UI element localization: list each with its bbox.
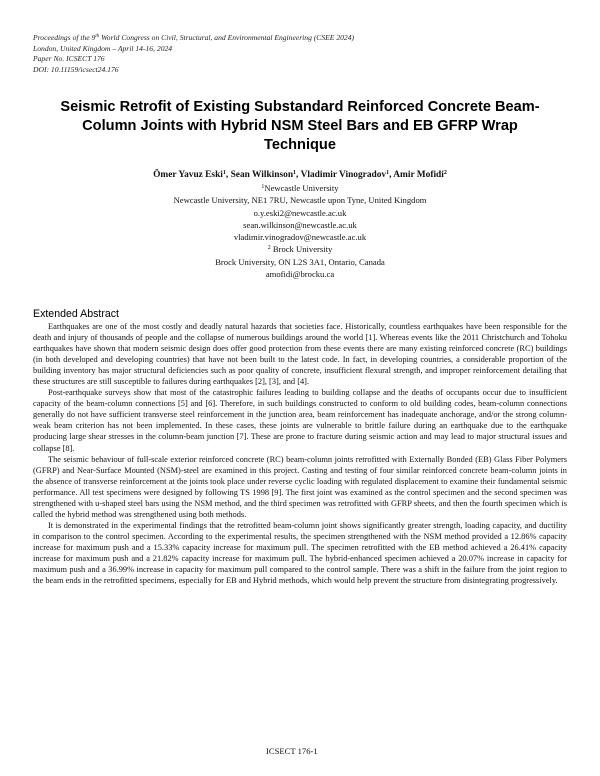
affiliations [30,182,570,280]
author: Sean Wilkinson$^1$, [230,170,301,180]
conference-location-date: London, United Kingdom – April 14-16, 2024 [33,43,173,53]
paragraph: The seismic behaviour of full-scale exterior reinforced concrete (RC) beam-column joints retrofitted with Externally Bonded (EB) Glass Fiber Polymers (GFRP) and Near-Surface Mounted (NSM)-steel are examined in this project. Casting and testing of four similar reinforced concrete beam-column joints in the absence of transverse reinforcement at the joints took place under reverse cyclic loading with regulated displacement to examine their fundamental seismic performance. All test specimens were designed by following TS 1998 [9]. The first joint was examined as the control specimen and the second specimen was strengthened with u-shaped steel bars using the NSM method, and the third specimen was retrofitted with GFRP sheets, and then the fourth specimen which is called the hybrid method was strengthened using both methods. [33,454,567,519]
author-list [30,169,570,181]
author-email[interactable]: o.y.eski2@newcastle.ac.uk [253,207,347,218]
paper-title: Seismic Retrofit of Existing Substandard Reinforced Concrete Beam- Column Joints with Hybrid NSM Steel Bars and EB GFRP Wrap Technique [60,99,540,153]
section-heading: Extended Abstract [33,308,119,320]
paragraph: It is demonstrated in the experimental findings that the retrofitted beam-column joint shows significantly greater strength, loading capacity, and ductility in comparison to the control specimen. According to the experimental results, the specimen strengthened with the NSM method provided a 12.86% capacity increase for maximum push and a 15.33% capacity increase for maximum pull. The specimen retrofitted with the EB method achieved a 26.41% capacity increase for maximum push and a 21.82% capacity increase for maximum pull. The hybrid-enhanced specimen achieved a 20.07% increase in capacity for maximum push and a 36.99% increase in capacity for maximum pull compared to the control sample. There was a shift in the failure from the joint region to the beam ends in the retrofitted specimens, especially for EB and Hybrid methods, which would help prevent the structure from disintegrating progressively. [33,520,567,586]
affiliation-2-address: Brock University, ON L2S 3A1, Ontario, Canada [215,256,385,267]
affiliation-1-name: $^1$Newcastle University [261,183,339,193]
paper-number: Paper No. ICSECT 176 [33,54,105,64]
paragraph: Post-earthquake surveys show that most of the catastrophic failures leading to building collapse and the deaths of occupants occur due to insufficient capacity of the beam-column connections [5] and [6]. Therefore, in such buildings constructed to conform to old building codes, beam-column connections generally do not have sufficient transverse steel reinforcement in the junction area, beam reinforcement has inadequate anchorage, and/or the strong column-weak beam criterion has not been implemented. In these cases, these joints are vulnerable to brittle failure during an earthquake due to the earthquake producing large shear stresses in the column-beam junction [7]. These are prone to fracture during seismic action and may lead to major structural issues and collapse [8]. [33,388,567,453]
proceedings-header [33,33,533,75]
author-email[interactable]: vladimir.vinogradov@newcastle.ac.uk [233,232,367,243]
page-footer: ICSECT 176-1 [266,746,318,756]
author: Vladimir Vinogradov$^1$, [300,170,394,180]
doi: DOI: 10.11159/icsect24.176 [33,64,119,74]
proceedings-line: Proceedings of the 9th World Congress on Civil, Structural, and Environmental Engineering (CSEE 2024) [33,33,355,42]
author: Amir Mofidi$^2$ [393,170,447,180]
paragraph: Earthquakes are one of the most costly and deadly natural hazards that societies face. Historically, countless earthquakes have been responsible for the death and injury of thousands of people and the collapse of numerous buildings around the world [1]. Whereas events like the 2011 Christchurch and Tohoku earthquakes have shown that modern seismic design does offer good protection from these events there are many existing reinforced concrete (RC) buildings (in both developed and developing countries) that have not been built to the latest code. In fact, in developing countries, a considerable proportion of the building inventory has major structural deficiencies such as poor quality of concrete, insufficient flexural strength, and improper reinforcement detailing that these structures are still susceptible to failures during earthquakes [2], [3], and [4]. [33,322,567,387]
abstract-body [33,321,567,586]
author-email[interactable]: amofidi@brocku.ca [265,269,335,280]
author: Ömer Yavuz Eski$^1$, [153,170,231,180]
affiliation-2-name: $^2$ Brock University [267,244,333,255]
affiliation-1-address: Newcastle University, NE1 7RU, Newcastle upon Tyne, United Kingdom [173,195,427,206]
author-email[interactable]: sean.wilkinson@newcastle.ac.uk [243,219,357,230]
